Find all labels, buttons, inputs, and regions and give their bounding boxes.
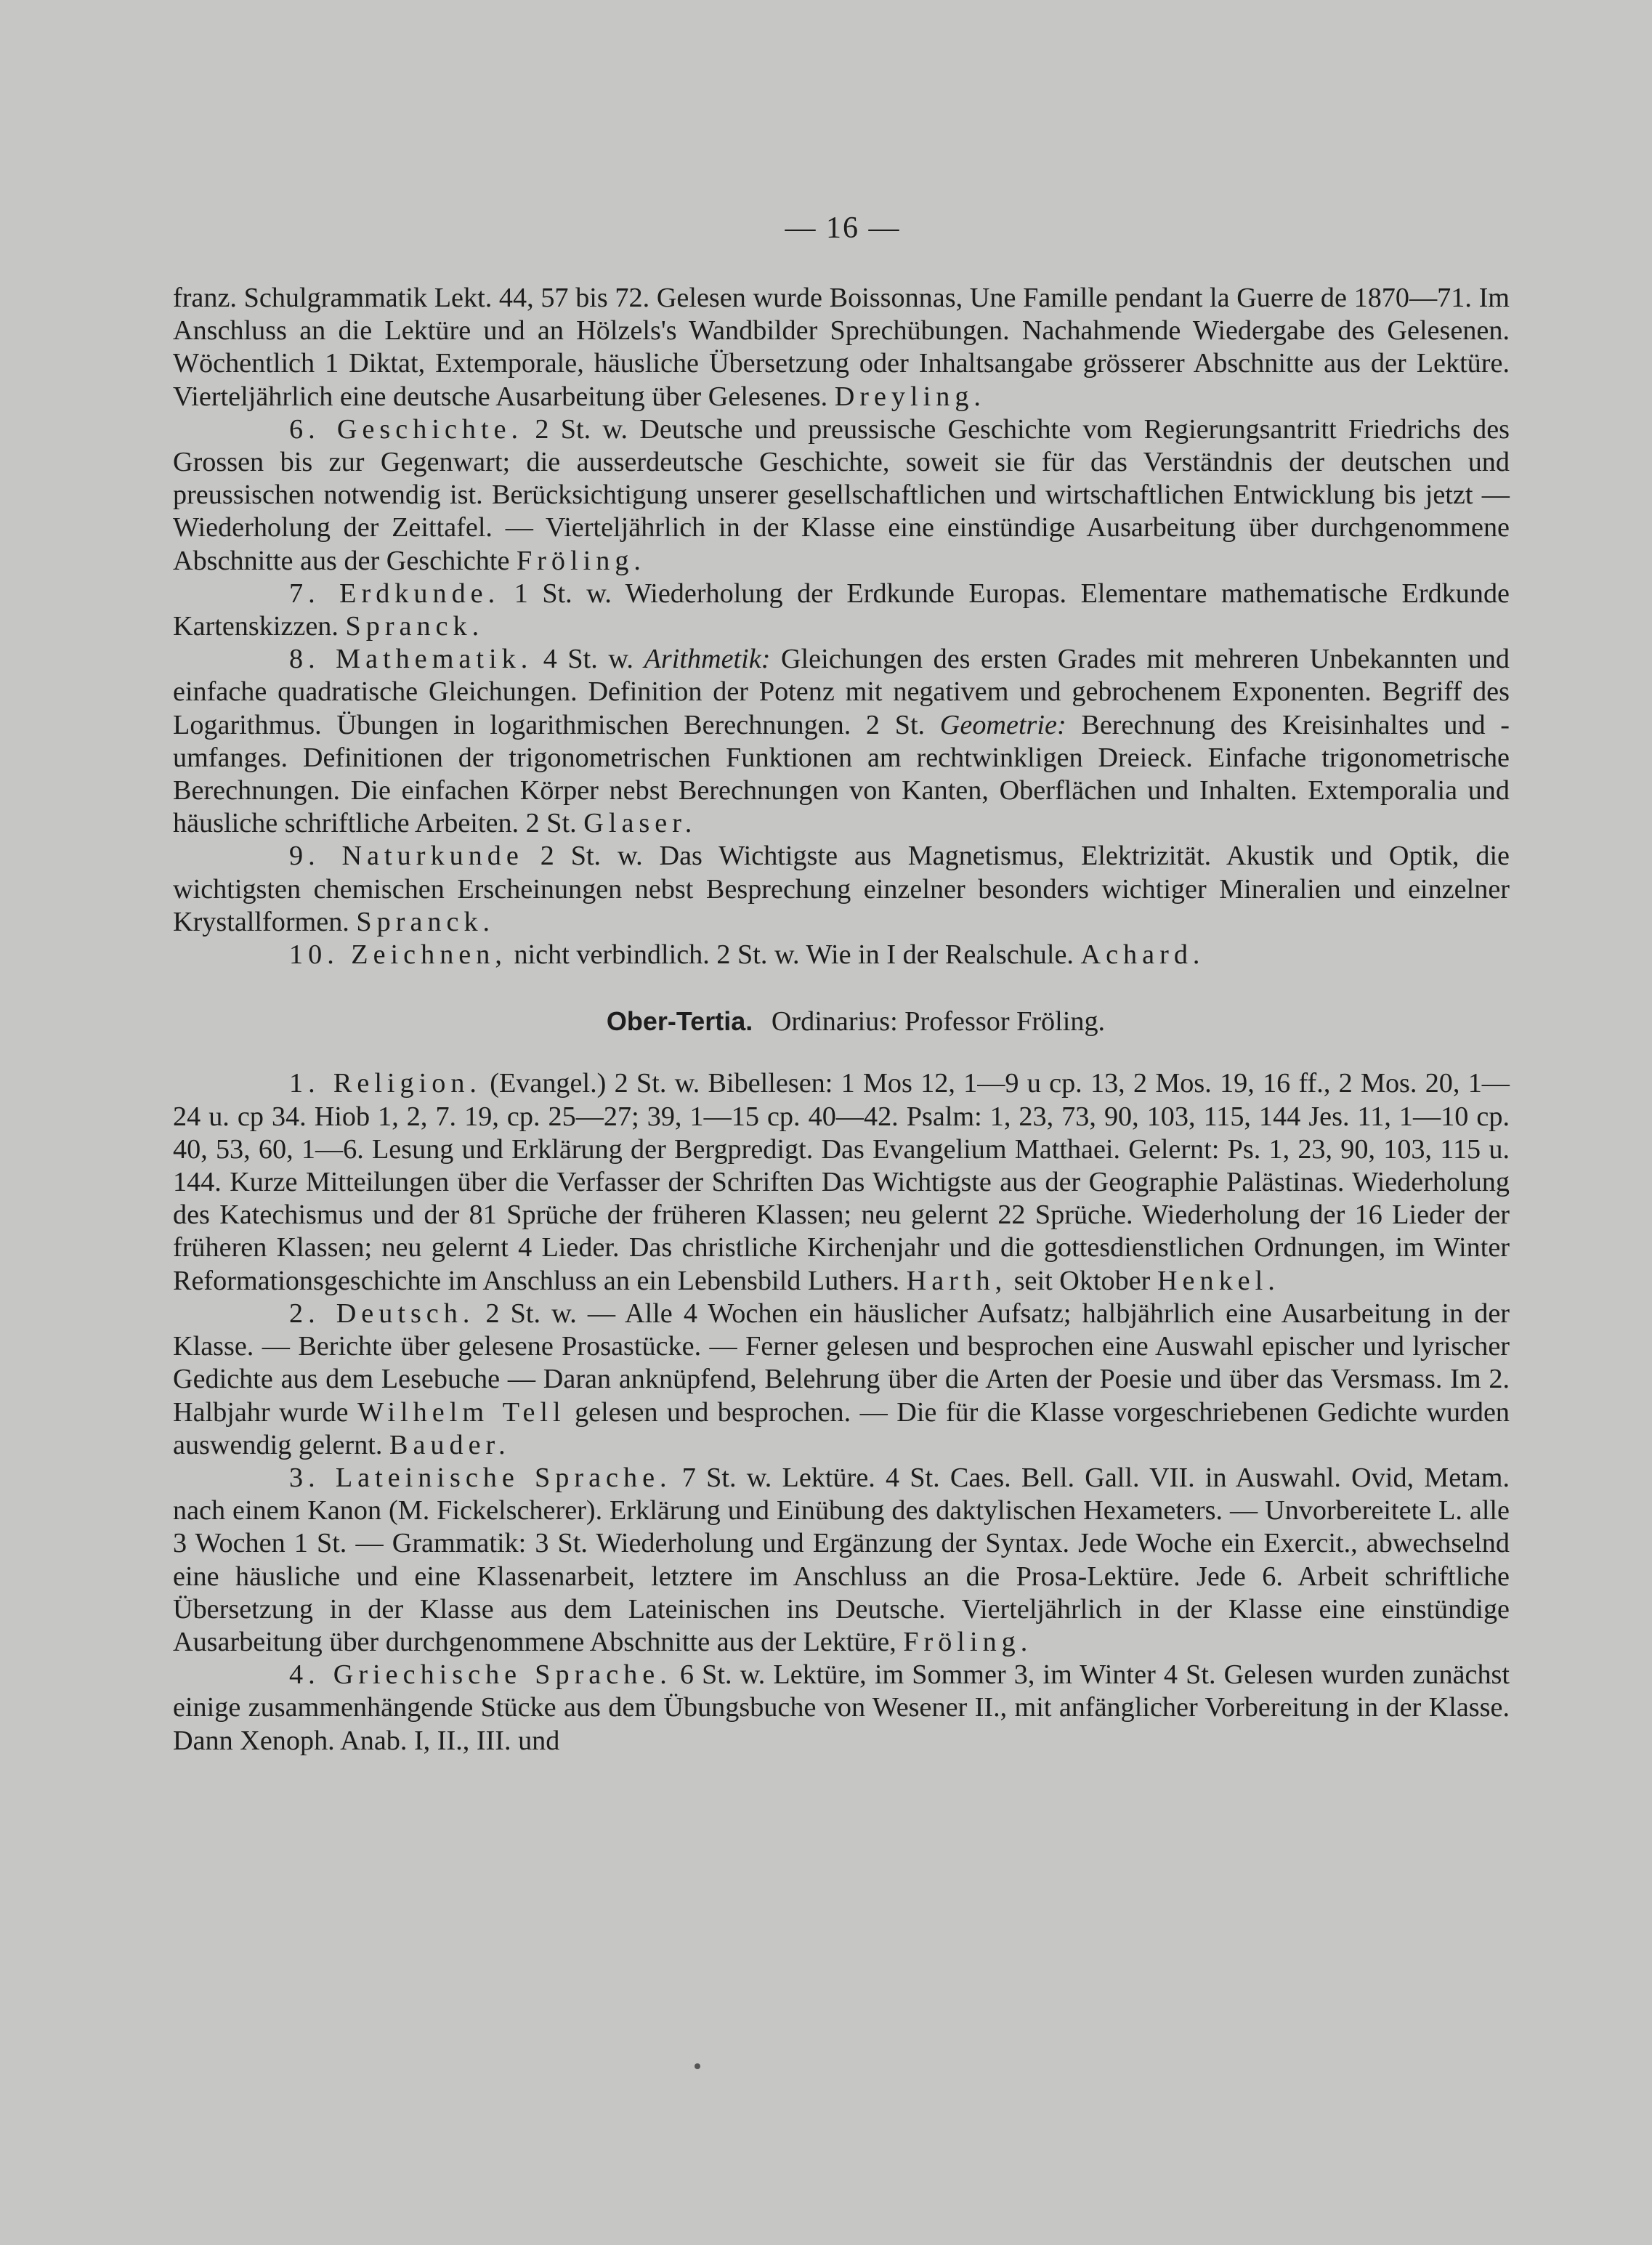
zeichnen-teacher: Achard. — [1080, 939, 1205, 971]
mathematik-hours: 4 St. w. — [543, 644, 633, 675]
griechisch-text: 6 St. w. Lektüre, im Sommer 3, im Winter 4 St. Gelesen wurden zunächst einige zusammenhängende Stücke aus dem Übungsbuche von Wesener II., mit anfänglicher Vorbereitung in der Klasse. Dann Xenoph. Anab. I, II., III. und — [173, 1659, 1510, 1756]
zeichnen-label: 10. Zeichnen, — [289, 939, 507, 971]
page-body — [173, 282, 1510, 1757]
paragraph-franzoesisch — [173, 282, 1510, 413]
griechisch-label: 4. Griechische Sprache. — [289, 1659, 672, 1691]
section-title: Ober-Tertia. — [606, 1006, 753, 1037]
paragraph-zeichnen — [173, 939, 1510, 971]
geschichte-text: 2 St. w. Deutsche und preussische Geschichte vom Regierungsantritt Friedrichs des Grossen bis zur Gegenwart; die ausserdeutsche Geschichte, soweit sie für das Verständnis der deutschen und preussischen notwendig ist. Berücksichtigung unserer gesellschaftlichen und wirtschaftlichen Entwicklung bis jetzt — Wiederholung der Zeittafel. — Vierteljährlich in der Klasse eine einstündige Ausarbeitung über durchgenommene Abschnitte aus der Geschichte — [173, 413, 1510, 576]
religion-teacher-mid: seit Oktober — [1013, 1265, 1151, 1296]
latein-text: 7 St. w. Lektüre. 4 St. Caes. Bell. Gall. VII. in Auswahl. Ovid, Metam. nach einem Kanon (M. Fickelscherer). Erklärung und Einübung des daktylischen Hexameters. — Unvorbereitete L. alle 3 Wochen 1 St. — Grammatik: 3 St. Wiederholung und Ergänzung der Syntax. Jede Woche ein Exercit., abwechselnd eine häusliche und eine Klassenarbeit, letztere im Anschluss an die Prosa-Lektüre. Jede 6. Arbeit schriftliche Übersetzung in der Klasse aus dem Lateinischen ins Deutsche. Vierteljährlich in der Klasse eine einstündige Ausarbeitung über durchgenommene Abschnitte aus der Lektüre, — [173, 1462, 1510, 1657]
paragraph-latein — [173, 1462, 1510, 1659]
geometrie-text: Berechnung des Kreisinhaltes und -umfanges. Definitionen der trigonometrischen Funktionen am rechtwinkligen Dreieck. Einfache trigonometrische Berechnungen. Die einfachen Körper nebst Berechnungen von Kanten, Oberflächen und Inhalten. Extemporalia und häusliche schriftliche Arbeiten. 2 St. — [173, 709, 1510, 839]
ordinarius-name: Professor Fröling. — [904, 1006, 1106, 1037]
naturkunde-label: 9. Naturkunde — [289, 841, 524, 872]
paragraph-mathematik — [173, 643, 1510, 840]
erdkunde-label: 7. Erdkunde. — [289, 578, 501, 609]
franz-teacher: Dreyling. — [834, 381, 986, 412]
deutsch-text-1: 2 St. w. — Alle 4 Wochen ein häuslicher Aufsatz; halbjährlich eine Ausarbeitung in der Klasse. — Berichte über gelesene Prosastücke. — Ferner gelesen und besprochen eine Auswahl epischer und lyrischer Gedichte aus dem Lesebuche — Daran anknüpfend, Belehrung über die Arten der Poesie und über das Versmass. Im 2. Halbjahr wurde — [173, 1298, 1510, 1428]
religion-teacher-2: Henkel. — [1157, 1265, 1280, 1296]
latein-teacher: Fröling. — [903, 1626, 1033, 1657]
zeichnen-text: nicht verbindlich. 2 St. w. Wie in I der Realschule. — [514, 939, 1074, 971]
paragraph-religion — [173, 1067, 1510, 1297]
religion-teacher-1: Harth, — [906, 1265, 1008, 1296]
deutsch-label: 2. Deutsch. — [289, 1298, 475, 1329]
page-number: — 16 — — [785, 211, 901, 245]
mathematik-label: 8. Mathematik. — [289, 644, 533, 675]
paragraph-deutsch — [173, 1298, 1510, 1462]
deutsch-text-2: gelesen und besprochen. — Die für die Klasse vorgeschriebenen Gedichte wurden auswendig gelernt. — [173, 1396, 1510, 1460]
naturkunde-text: 2 St. w. Das Wichtigste aus Magnetismus, Elektrizität. Akustik und Optik, die wichtigsten chemischen Erscheinungen nebst Besprechung einzelner besonders wichtiger Mineralien und einzelner Krystallformen. — [173, 841, 1510, 937]
erdkunde-text: 1 St. w. Wiederholung der Erdkunde Europas. Elementare mathematische Erdkunde Kartenskizzen. — [173, 578, 1510, 642]
paragraph-erdkunde — [173, 578, 1510, 643]
deutsch-teacher: Bauder. — [389, 1429, 511, 1460]
paragraph-naturkunde — [173, 840, 1510, 939]
geometrie-label: Geometrie: — [939, 709, 1066, 740]
mathematik-teacher: Glaser. — [583, 808, 697, 839]
ordinarius-label: Ordinarius: — [771, 1006, 898, 1037]
paragraph-griechisch — [173, 1659, 1510, 1757]
franz-text: franz. Schulgrammatik Lekt. 44, 57 bis 72. Gelesen wurde Boissonnas, Une Famille pendant la Guerre de 1870—71. Im Anschluss an die Lektüre und an Hölzels's Wandbilder Sprechübungen. Nachahmende Wiedergabe des Gelesenen. Wöchentlich 1 Diktat, Extemporale, häusliche Übersetzung oder Inhaltsangabe grösserer Abschnitte aus der Lektüre. Vierteljährlich eine deutsche Ausarbeitung über Gelesenes. — [173, 283, 1510, 412]
ink-speck — [695, 2063, 700, 2069]
religion-text: (Evangel.) 2 St. w. Bibellesen: 1 Mos 12, 1—9 u cp. 13, 2 Mos. 19, 16 ff., 2 Mos. 20, 1—24 u. cp 34. Hiob 1, 2, 7. 19, cp. 25—27; 39, 1—15 cp. 40—42. Psalm: 1, 23, 73, 90, 103, 115, 144 Jes. 11, 1—10 cp. 40, 53, 60, 1—6. Lesung und Erklärung der Bergpredigt. Das Evangelium Matthaei. Gelernt: Ps. 1, 23, 90, 103, 115 u. 144. Kurze Mitteilungen über die Verfasser der Schriften Das Wichtigste aus der Geographie Palästinas. Wiederholung des Katechismus und der 81 Sprüche der früheren Klassen; neu gelernt 22 Sprüche. Wiederholung der 16 Lieder der früheren Klassen; neu gelernt 4 Lieder. Das christliche Kirchenjahr und die gottesdienstlichen Ordnungen, im Winter Reformationsgeschichte im Anschluss an ein Lebensbild Luthers. — [173, 1068, 1510, 1296]
erdkunde-teacher: Spranck. — [345, 611, 485, 642]
paragraph-geschichte — [173, 413, 1510, 578]
arithmetik-text: Gleichungen des ersten Grades mit mehreren Unbekannten und einfache quadratische Gleichungen. Definition der Potenz mit negativem und gebrochenem Exponenten. Begriff des Logarithmus. Übungen in logarithmischen Berechnungen. 2 St. — [173, 644, 1510, 740]
naturkunde-teacher: Spranck. — [356, 906, 495, 937]
arithmetik-label: Arithmetik: — [644, 644, 771, 675]
geschichte-label: 6. Geschichte. — [289, 413, 524, 445]
section-heading — [173, 1005, 1510, 1038]
religion-label: 1. Religion. — [289, 1068, 482, 1099]
deutsch-work: Wilhelm Tell — [357, 1396, 566, 1428]
geschichte-teacher: Fröling. — [516, 545, 646, 576]
latein-label: 3. Lateinische Sprache. — [289, 1462, 672, 1493]
